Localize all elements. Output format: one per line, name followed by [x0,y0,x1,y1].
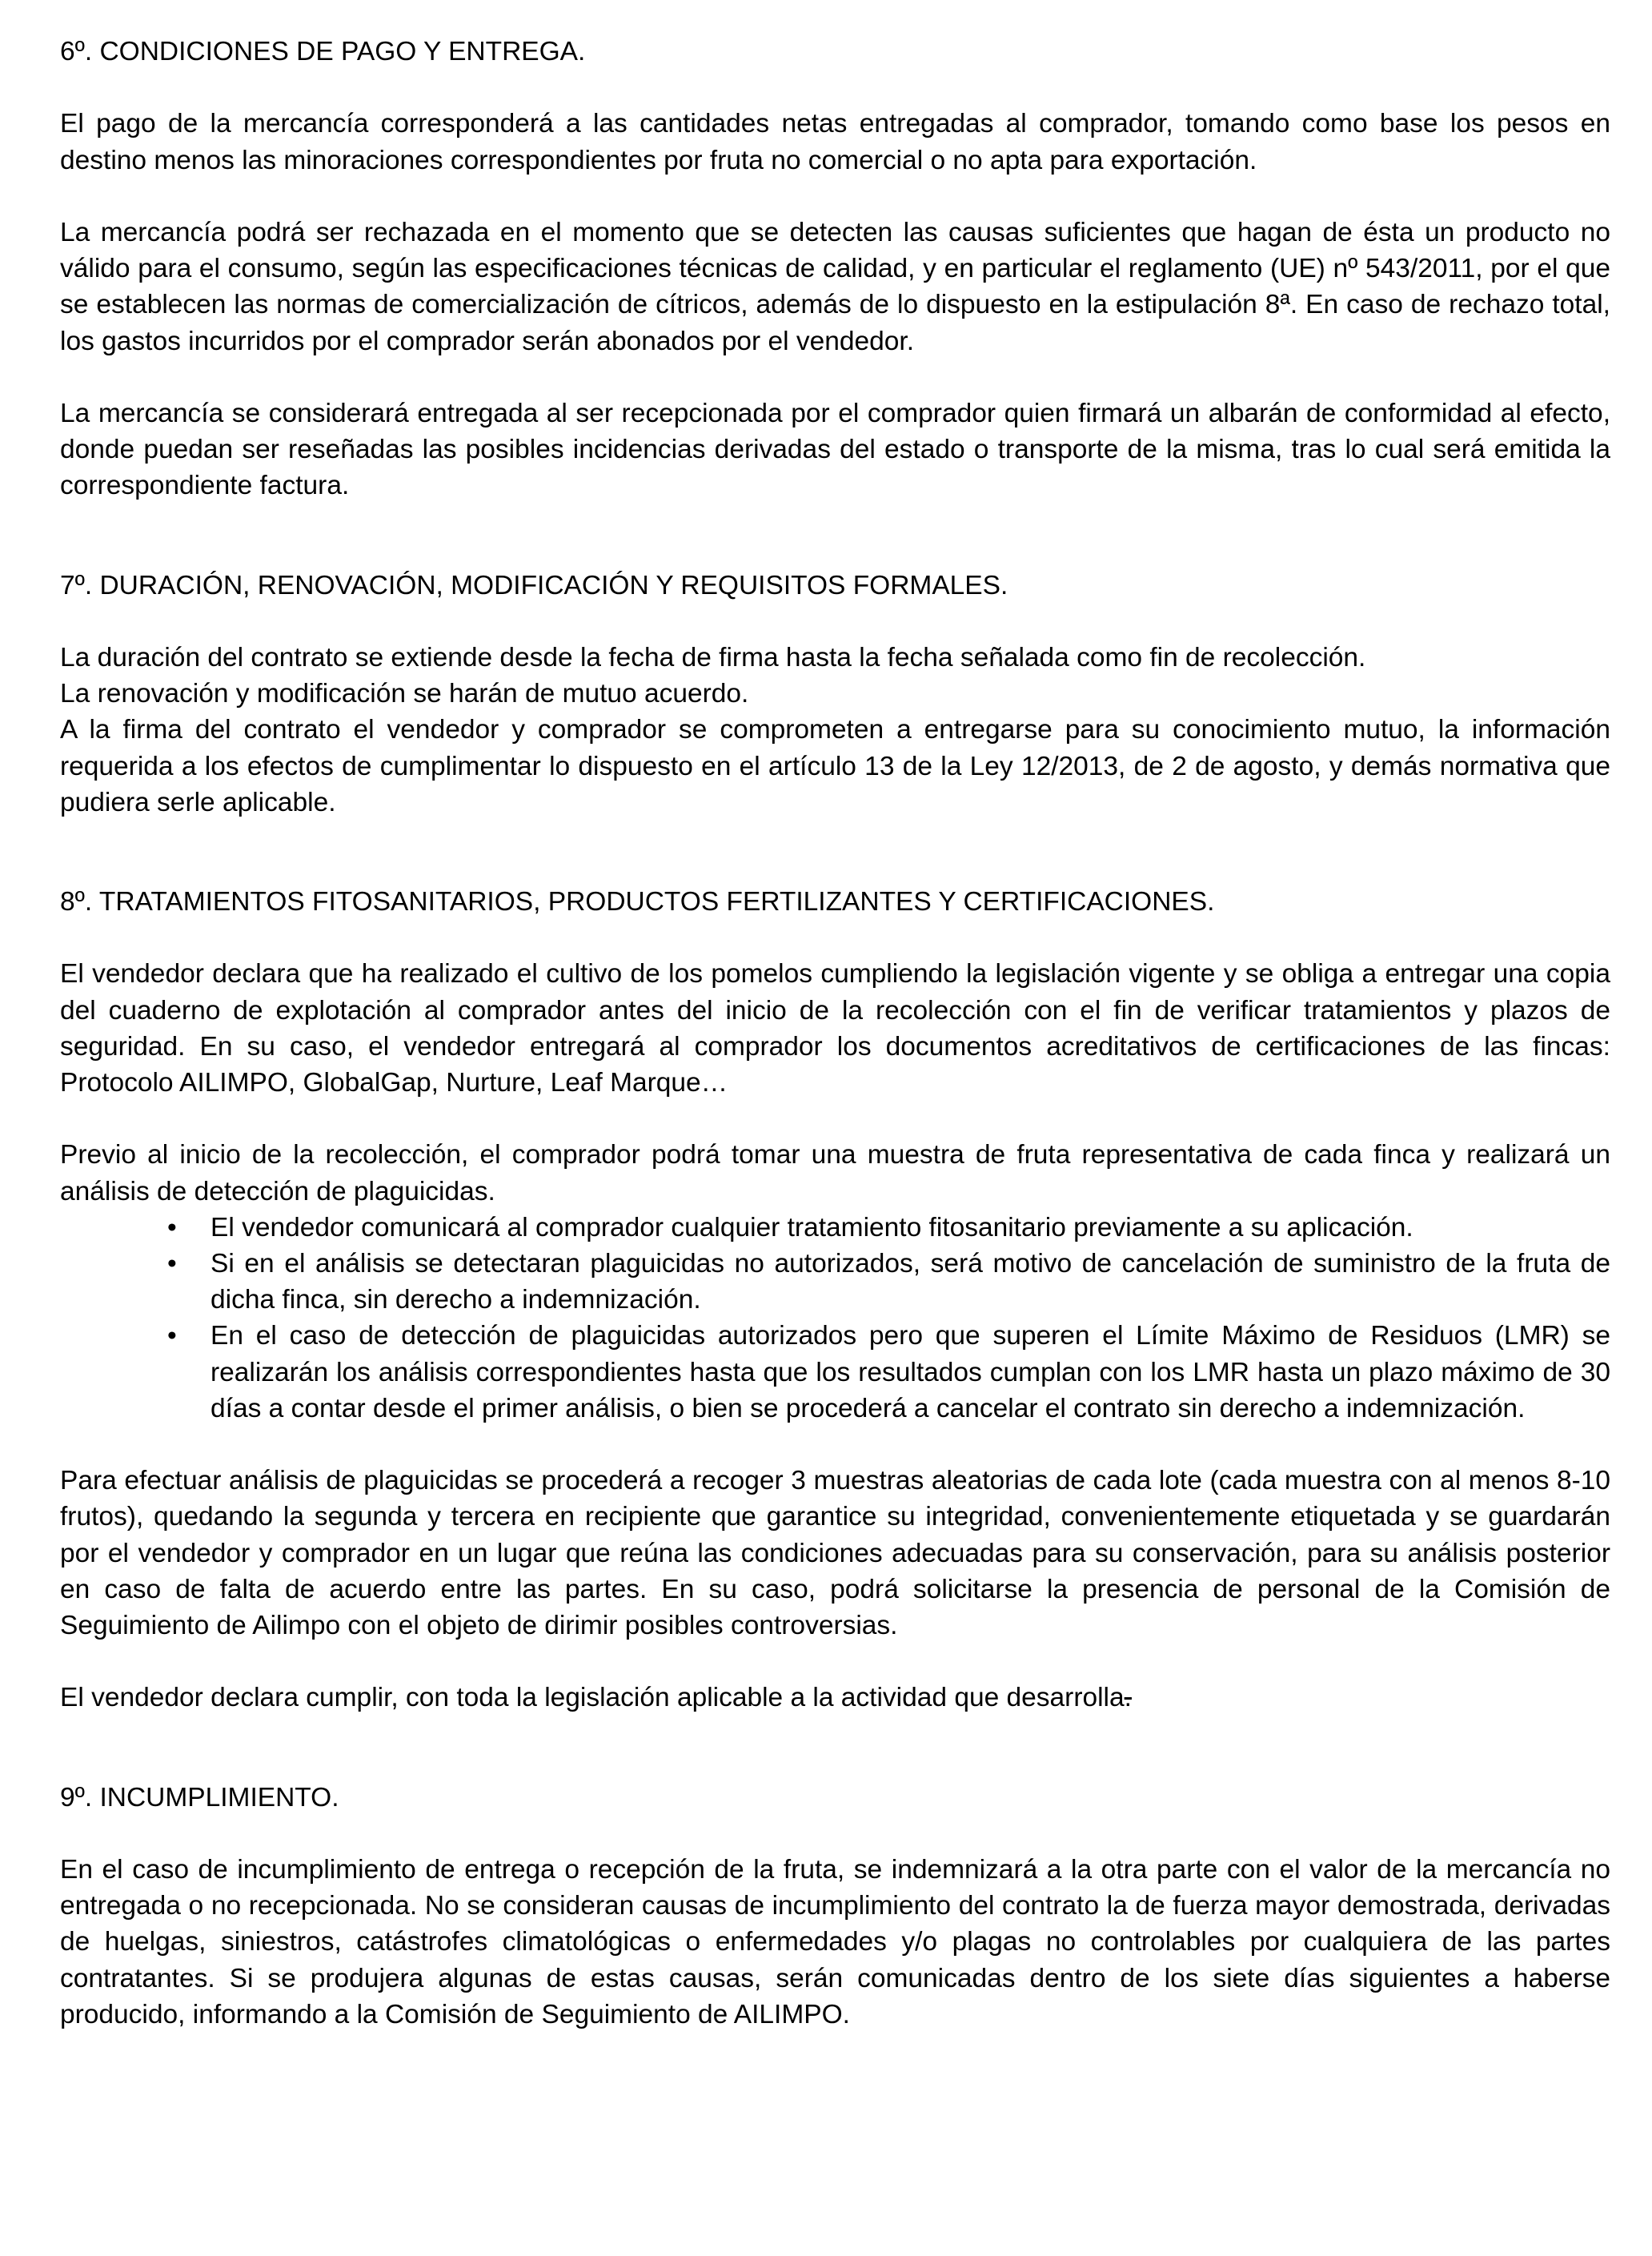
compliance-text: El vendedor declara cumplir, con toda la legislación aplicable a la actividad que desarrolla [60,1683,1125,1713]
section-8-heading: 8º. TRATAMIENTOS FITOSANITARIOS, PRODUCTOS FERTILIZANTES Y CERTIFICACIONES. [60,887,1215,917]
section-8-paragraph-cultivation: El vendedor declara que ha realizado el cultivo de los pomelos cumpliendo la legislación vigente y se obliga a entregar una copia del cuaderno de explotación al comprador antes del inicio de la recolección con el fin de verificar tratamientos y plazos de seguridad. En su caso, el vendedor entregará al comprador los documentos acreditativos de certificaciones de las fincas: Protocolo AILIMPO, GlobalGap, Nurture, Leaf Marque… [60,959,1610,1098]
section-8-bullet-list [60,1210,1610,1427]
section-9-paragraph-breach: En el caso de incumplimiento de entrega o recepción de la fruta, se indemnizará a la otra parte con el valor de la mercancía no entregada o no recepcionada. No se consideran causas de incumplimiento del contrato la de fuerza mayor demostrada, derivadas de huelgas, siniestros, catástrofes climatológicas o enfermedades y/o plagas no controlables por cualquiera de las partes contratantes. Si se produjera algunas de estas causas, serán comunicadas dentro de los siete días siguientes a haberse producido, informando a la Comisión de Seguimiento de AILIMPO. [60,1855,1610,2029]
list-item-text: Si en el análisis se detectaran plaguicidas no autorizados, será motivo de cancelación de suministro de la fruta de dicha finca, sin derecho a indemnización. [211,1249,1610,1315]
section-6-paragraph-delivery: La mercancía se considerará entregada al ser recepcionada por el comprador quien firmará un albarán de conformidad al efecto, donde puedan ser reseñadas las posibles incidencias derivadas del estado o transporte de la misma, tras lo cual será emitida la correspondiente factura. [60,398,1610,501]
struck-period: . [1124,1683,1132,1713]
section-7-line-renewal: La renovación y modificación se harán de mutuo acuerdo. [60,679,749,709]
section-7-heading: 7º. DURACIÓN, RENOVACIÓN, MODIFICACIÓN Y REQUISITOS FORMALES. [60,570,1008,600]
bullet-icon: • [167,1321,177,1351]
list-item-text: El vendedor comunicará al comprador cualquier tratamiento fitosanitario previamente a su aplicación. [211,1212,1413,1242]
bullet-icon: • [167,1249,177,1279]
section-7-paragraph-information: A la firma del contrato el vendedor y comprador se comprometen a entregarse para su conocimiento mutuo, la información requerida a los efectos de cumplimentar lo dispuesto en el artículo 13 de la Ley 12/2013, de 2 de agosto, y demás normativa que pudiera serle aplicable. [60,715,1610,817]
list-item-text: En el caso de detección de plaguicidas autorizados pero que superen el Límite Máximo de Residuos (LMR) se realizarán los análisis correspondientes hasta que los resultados cumplan con los LMR hasta un plazo máximo de 30 días a contar desde el primer análisis, o bien se procederá a cancelar el contrato sin derecho a indemnización. [211,1321,1610,1423]
section-8-paragraph-sampling: Previo al inicio de la recolección, el comprador podrá tomar una muestra de fruta representativa de cada finca y realizará un análisis de detección de plaguicidas. [60,1140,1610,1206]
list-item [167,1210,1610,1246]
document-page [60,34,1610,2033]
section-8-paragraph-pesticide-analysis: Para efectuar análisis de plaguicidas se procederá a recoger 3 muestras aleatorias de cada lote (cada muestra con al menos 8-10 frutos), quedando la segunda y tercera en recipiente que garantice su integridad, convenientemente etiquetada y se guardarán por el vendedor y comprador en un lugar que reúna las condiciones adecuadas para su conservación, para su análisis posterior en caso de falta de acuerdo entre las partes. En su caso, podrá solicitarse la presencia de personal de la Comisión de Seguimiento de Ailimpo con el objeto de dirimir posibles controversias. [60,1466,1610,1641]
section-6-paragraph-rejection: La mercancía podrá ser rechazada en el momento que se detecten las causas suficientes que hagan de ésta un producto no válido para el consumo, según las especificaciones técnicas de calidad, y en particular el reglamento (UE) nº 543/2011, por el que se establecen las normas de comercialización de cítricos, además de lo dispuesto en la estipulación 8ª. En caso de rechazo total, los gastos incurridos por el comprador serán abonados por el vendedor. [60,217,1610,356]
list-item [167,1318,1610,1427]
section-6-paragraph-payment: El pago de la mercancía corresponderá a las cantidades netas entregadas al comprador, tomando como base los pesos en destino menos las minoraciones correspondientes por fruta no comercial o no apta para exportación. [60,109,1610,175]
list-item [167,1246,1610,1318]
bullet-icon: • [167,1212,177,1242]
section-9-heading: 9º. INCUMPLIMIENTO. [60,1782,339,1812]
section-7-line-duration: La duración del contrato se extiende desde la fecha de firma hasta la fecha señalada como fin de recolección. [60,642,1366,672]
section-8-paragraph-compliance [60,1680,1610,1716]
section-6-heading: 6º. CONDICIONES DE PAGO Y ENTREGA. [60,37,586,66]
